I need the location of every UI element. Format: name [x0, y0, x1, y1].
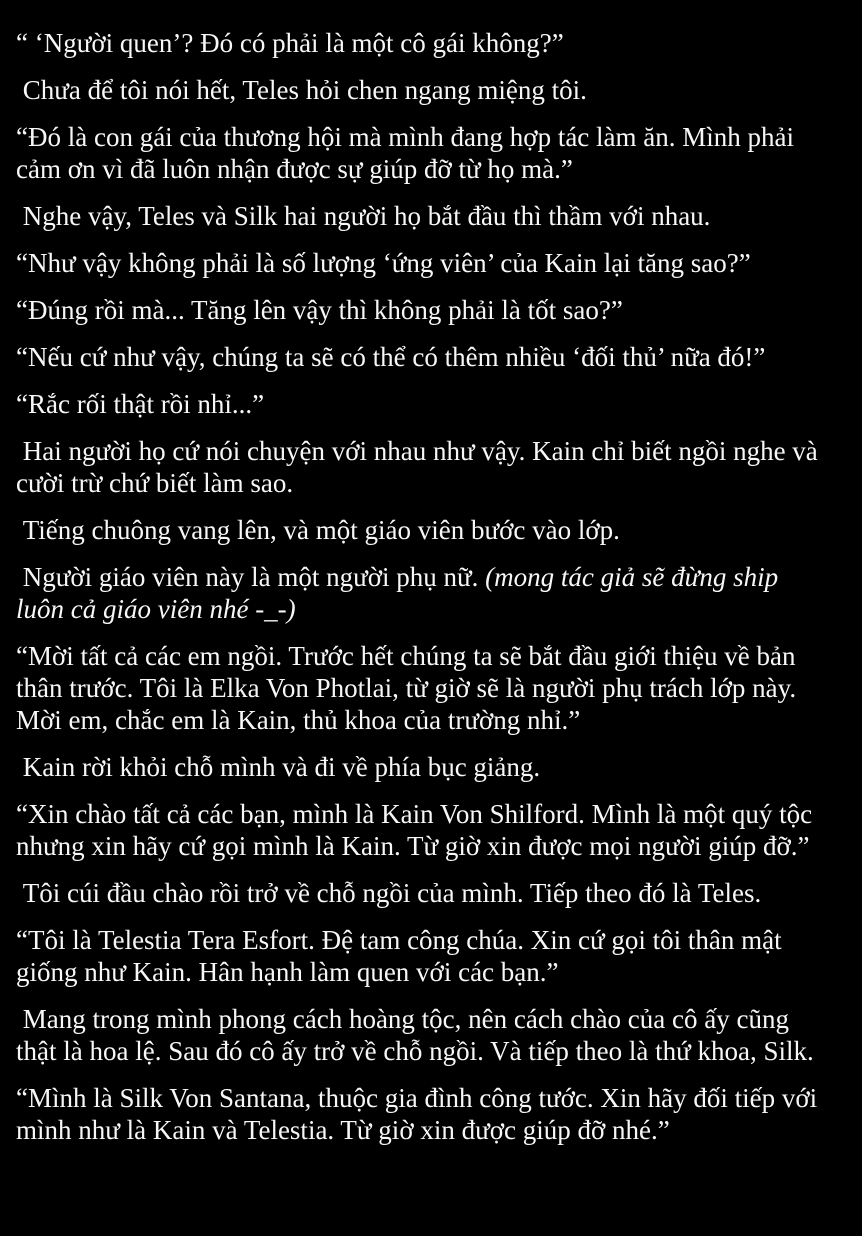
paragraph-15: Tôi cúi đầu chào rồi trở về chỗ ngồi của mình. Tiếp theo đó là Teles.: [16, 878, 762, 908]
paragraph-10: Tiếng chuông vang lên, và một giáo viên bước vào lớp.: [16, 515, 620, 545]
paragraph-3: “Đó là con gái của thương hội mà mình đang hợp tác làm ăn. Mình phải cảm ơn vì đã luôn nhận được sự giúp đỡ từ họ mà.”: [16, 122, 801, 184]
paragraph-11-narration: Người giáo viên này là một người phụ nữ.: [16, 562, 486, 592]
paragraph-4: Nghe vậy, Teles và Silk hai người họ bắt đầu thì thầm với nhau.: [16, 201, 711, 231]
paragraph-16: “Tôi là Telestia Tera Esfort. Đệ tam công chúa. Xin cứ gọi tôi thân mật giống như Kain. Hân hạnh làm quen với các bạn.”: [16, 925, 789, 987]
paragraph-18: “Mình là Silk Von Santana, thuộc gia đình công tước. Xin hãy đối tiếp với mình như là Kain và Telestia. Từ giờ xin được giúp đỡ nhé.”: [16, 1083, 824, 1145]
paragraph-5: “Như vậy không phải là số lượng ‘ứng viên’ của Kain lại tăng sao?”: [16, 248, 751, 278]
paragraph-6: “Đúng rồi mà... Tăng lên vậy thì không phải là tốt sao?”: [16, 295, 623, 325]
paragraph-12: “Mời tất cả các em ngồi. Trước hết chúng ta sẽ bắt đầu giới thiệu về bản thân trước. Tôi là Elka Von Photlai, từ giờ sẽ là người phụ trách lớp này. Mời em, chắc em là Kain, thủ khoa của trường nhỉ.”: [16, 641, 803, 735]
paragraph-8: “Rắc rối thật rồi nhỉ...”: [16, 389, 265, 419]
paragraph-17: Mang trong mình phong cách hoàng tộc, nên cách chào của cô ấy cũng thật là hoa lệ. Sau đó cô ấy trở về chỗ ngồi. Và tiếp theo là thứ khoa, Silk.: [16, 1004, 814, 1066]
paragraph-1: “ ‘Người quen’? Đó có phải là một cô gái không?”: [16, 28, 564, 58]
paragraph-2: Chưa để tôi nói hết, Teles hỏi chen ngang miệng tôi.: [16, 75, 587, 105]
paragraph-14: “Xin chào tất cả các bạn, mình là Kain Von Shilford. Mình là một quý tộc nhưng xin hãy cứ gọi mình là Kain. Từ giờ xin được mọi người giúp đỡ.”: [16, 799, 819, 861]
paragraph-7: “Nếu cứ như vậy, chúng ta sẽ có thể có thêm nhiều ‘đối thủ’ nữa đó!”: [16, 342, 766, 372]
paragraph-13: Kain rời khỏi chỗ mình và đi về phía bục giảng.: [16, 752, 541, 782]
paragraph-11-translator-note: (mong tác giả sẽ đừng ship luôn cả giáo viên nhé -_-): [16, 562, 785, 624]
paragraph-11: [16, 561, 832, 625]
paragraph-9: Hai người họ cứ nói chuyện với nhau như vậy. Kain chỉ biết ngồi nghe và cười trừ chứ biết làm sao.: [16, 436, 825, 498]
